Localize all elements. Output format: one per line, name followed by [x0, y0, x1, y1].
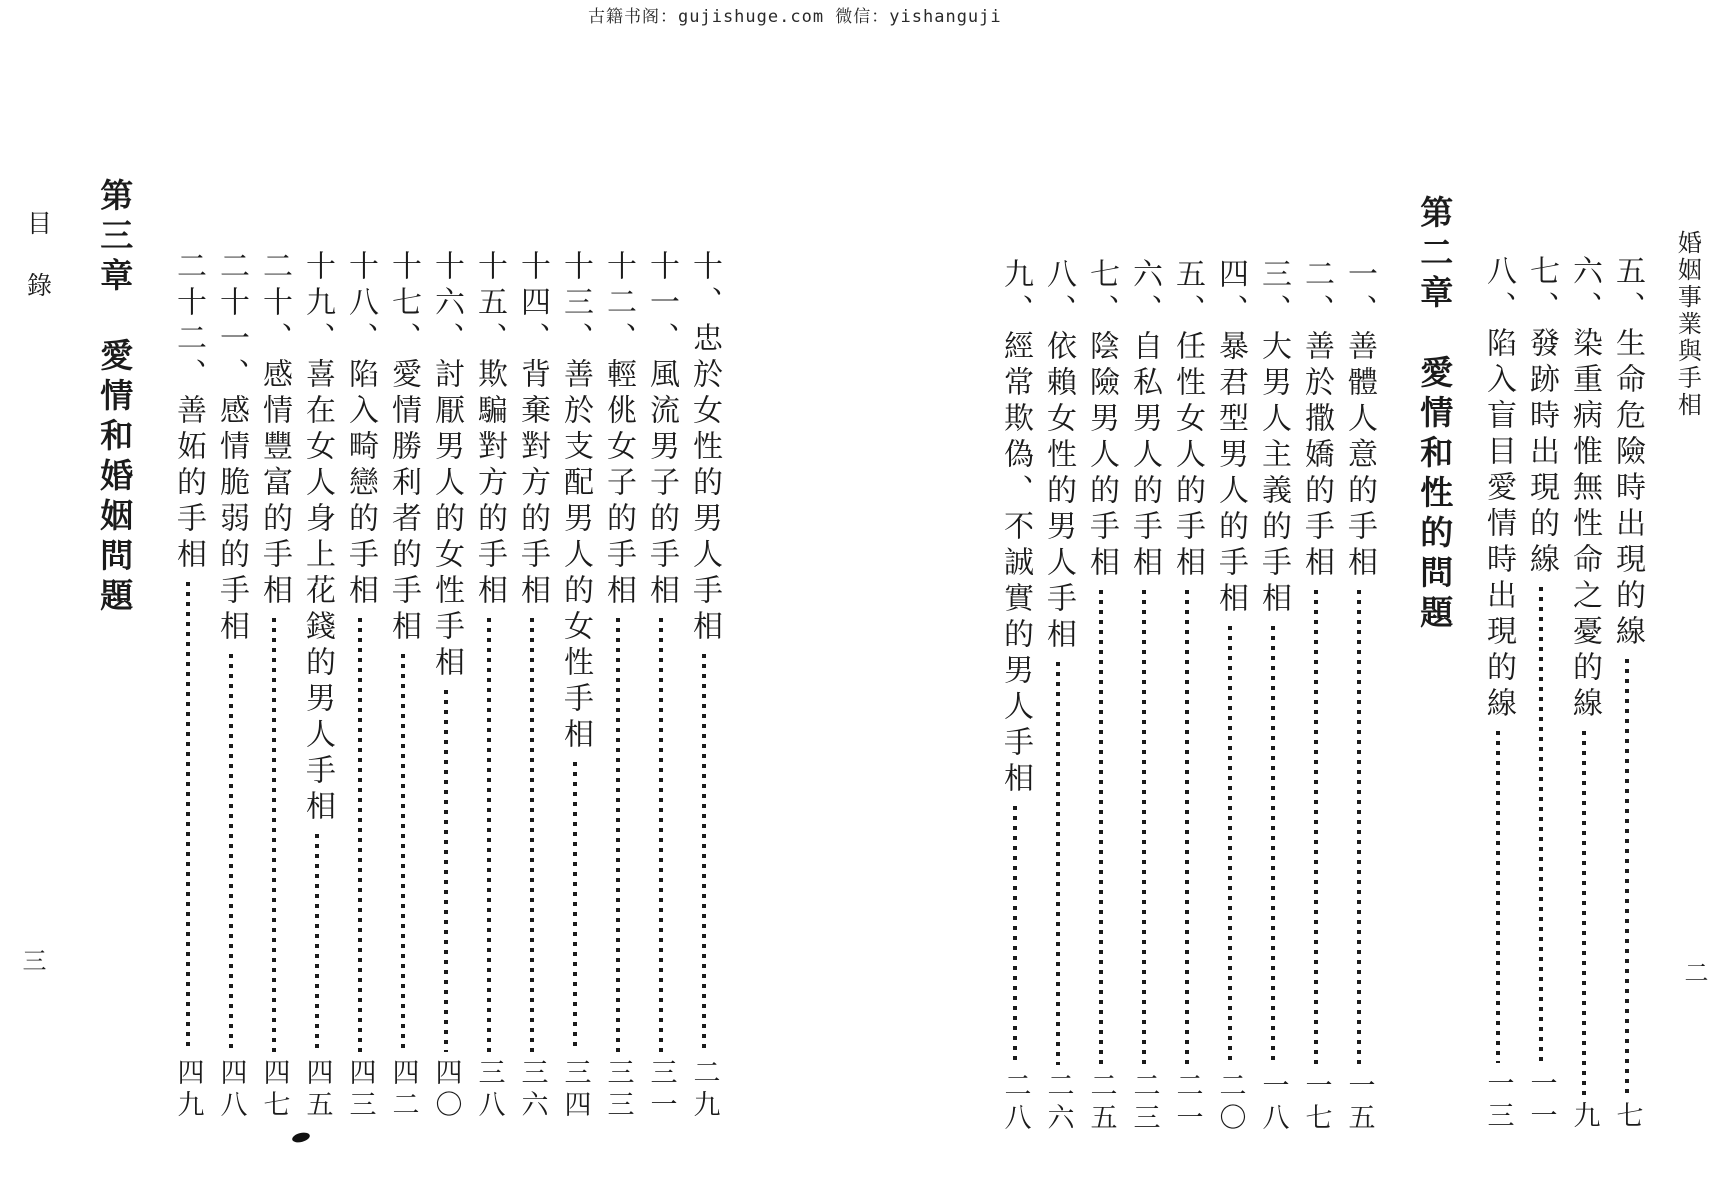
toc-item-title: 十四、背棄對方的手相 — [515, 250, 550, 610]
dot-leader — [1525, 587, 1557, 1063]
toc-page-number: 一八 — [1257, 1071, 1289, 1135]
toc-item — [1171, 258, 1203, 1135]
toc-item-title: 十五、欺騙對方的手相 — [472, 250, 507, 610]
toc-item-title: 十二、輕佻女子的手相 — [601, 250, 636, 610]
toc-item-title: 十七、愛情勝利者的手相 — [386, 250, 421, 646]
dot-leader — [344, 618, 376, 1052]
toc-item-title: 十、忠於女性的男人手相 — [687, 250, 722, 646]
toc-list-chapter2-continued — [172, 250, 720, 1122]
dot-leader — [430, 690, 462, 1052]
toc-page-number: 四二 — [387, 1058, 419, 1122]
toc-item-title: 十一、風流男子的手相 — [644, 250, 679, 610]
toc-item — [1257, 258, 1289, 1135]
toc-item-title: 五、任性女人的手相 — [1170, 258, 1205, 582]
dot-leader — [1482, 731, 1514, 1063]
dot-leader — [258, 618, 290, 1052]
toc-item-title: 二、善於撒嬌的手相 — [1299, 258, 1334, 582]
dot-leader — [387, 654, 419, 1052]
toc-page-number: 七 — [1611, 1101, 1643, 1133]
toc-margin-label: 目 錄 — [23, 210, 53, 303]
dot-leader — [1042, 662, 1074, 1065]
dot-leader — [215, 654, 247, 1052]
dot-leader — [559, 762, 591, 1052]
watermark-text: 古籍书阁：gujishuge.com 微信：yishanguji — [588, 7, 1002, 27]
toc-page-number: 二一 — [1171, 1071, 1203, 1135]
chapter-3-heading: 第三章 愛情和婚姻問題 — [95, 178, 135, 618]
dot-leader — [1300, 590, 1332, 1065]
book-title-margin: 婚姻事業與手相 — [1673, 230, 1702, 419]
page-folio-left: 三 — [18, 948, 46, 972]
toc-page-number: 四三 — [344, 1058, 376, 1122]
toc-item-title: 七、發跡時出現的線 — [1524, 255, 1559, 579]
toc-item — [430, 250, 462, 1122]
toc-item-title: 六、染重病惟無性命之憂的線 — [1567, 255, 1602, 723]
toc-item — [645, 250, 677, 1122]
dot-leader — [645, 618, 677, 1052]
toc-item — [1214, 258, 1246, 1135]
toc-item — [602, 250, 634, 1122]
toc-page-number: 三三 — [602, 1058, 634, 1122]
toc-item-title: 二十二、善妬的手相 — [171, 250, 206, 574]
toc-page-number: 一一 — [1525, 1069, 1557, 1133]
toc-page-number: 四七 — [258, 1058, 290, 1122]
toc-item — [1085, 258, 1117, 1135]
toc-page-number: 二〇 — [1214, 1071, 1246, 1135]
toc-item-title: 七、陰險男人的手相 — [1084, 258, 1119, 582]
toc-item — [516, 250, 548, 1122]
toc-item — [387, 250, 419, 1122]
dot-leader — [1568, 731, 1600, 1095]
toc-item-title: 五、生命危險時出現的線 — [1610, 255, 1645, 651]
toc-item-title: 二十一、感情脆弱的手相 — [214, 250, 249, 646]
dot-leader — [172, 582, 204, 1052]
toc-item-title: 十三、善於支配男人的女性手相 — [558, 250, 593, 754]
toc-item — [1482, 255, 1514, 1133]
toc-page-number: 二六 — [1042, 1071, 1074, 1135]
dot-leader — [1085, 590, 1117, 1065]
toc-page-number: 四五 — [301, 1058, 333, 1122]
toc-item-title: 八、依賴女性的男人手相 — [1041, 258, 1076, 654]
dot-leader — [1171, 590, 1203, 1065]
toc-page-number: 四八 — [215, 1058, 247, 1122]
toc-page-number: 三四 — [559, 1058, 591, 1122]
toc-list-chapter2 — [999, 258, 1375, 1135]
dot-leader — [602, 618, 634, 1052]
toc-item — [999, 258, 1031, 1135]
toc-page-number: 三六 — [516, 1058, 548, 1122]
toc-item — [688, 250, 720, 1122]
toc-page-number: 一三 — [1482, 1069, 1514, 1133]
dot-leader — [999, 806, 1031, 1065]
toc-item — [1042, 258, 1074, 1135]
toc-item-title: 十八、陷入畸戀的手相 — [343, 250, 378, 610]
toc-page-number: 九 — [1568, 1101, 1600, 1133]
toc-item-title: 二十、感情豐富的手相 — [257, 250, 292, 610]
toc-item-title: 一、善體人意的手相 — [1342, 258, 1377, 582]
dot-leader — [516, 618, 548, 1052]
dot-leader — [688, 654, 720, 1052]
toc-item-title: 六、自私男人的手相 — [1127, 258, 1162, 582]
toc-item — [1611, 255, 1643, 1133]
toc-item — [1300, 258, 1332, 1135]
dot-leader — [1128, 590, 1160, 1065]
toc-item-title: 九、經常欺偽、不誠實的男人手相 — [998, 258, 1033, 798]
chapter-2-heading: 第二章 愛情和性的問題 — [1415, 195, 1455, 635]
toc-page-number: 一七 — [1300, 1071, 1332, 1135]
toc-item — [1525, 255, 1557, 1133]
toc-page-number: 四九 — [172, 1058, 204, 1122]
toc-item — [172, 250, 204, 1122]
toc-item — [258, 250, 290, 1122]
dot-leader — [1343, 590, 1375, 1065]
toc-item-title: 十六、討厭男人的女性手相 — [429, 250, 464, 682]
toc-item — [559, 250, 591, 1122]
toc-item-title: 三、大男人主義的手相 — [1256, 258, 1291, 618]
toc-page-number: 二九 — [688, 1058, 720, 1122]
toc-list-chapter1-carryover — [1482, 255, 1643, 1133]
toc-page-number: 二三 — [1128, 1071, 1160, 1135]
dot-leader — [473, 618, 505, 1052]
toc-item — [1343, 258, 1375, 1135]
toc-item — [344, 250, 376, 1122]
toc-item — [215, 250, 247, 1122]
dot-leader — [1214, 626, 1246, 1065]
toc-item-title: 四、暴君型男人的手相 — [1213, 258, 1248, 618]
dot-leader — [1611, 659, 1643, 1095]
page-folio-right: 二 — [1680, 960, 1708, 984]
toc-page-number: 三八 — [473, 1058, 505, 1122]
toc-item — [1128, 258, 1160, 1135]
toc-item — [473, 250, 505, 1122]
toc-page-number: 三一 — [645, 1058, 677, 1122]
toc-item — [301, 250, 333, 1122]
toc-page-number: 二八 — [999, 1071, 1031, 1135]
toc-item-title: 八、陷入盲目愛情時出現的線 — [1481, 255, 1516, 723]
toc-page-number: 一五 — [1343, 1071, 1375, 1135]
dot-leader — [1257, 626, 1289, 1065]
toc-item — [1568, 255, 1600, 1133]
toc-page-number: 四〇 — [430, 1058, 462, 1122]
ink-smudge — [291, 1131, 311, 1144]
dot-leader — [301, 834, 333, 1052]
toc-item-title: 十九、喜在女人身上花錢的男人手相 — [300, 250, 335, 826]
toc-page-number: 二五 — [1085, 1071, 1117, 1135]
